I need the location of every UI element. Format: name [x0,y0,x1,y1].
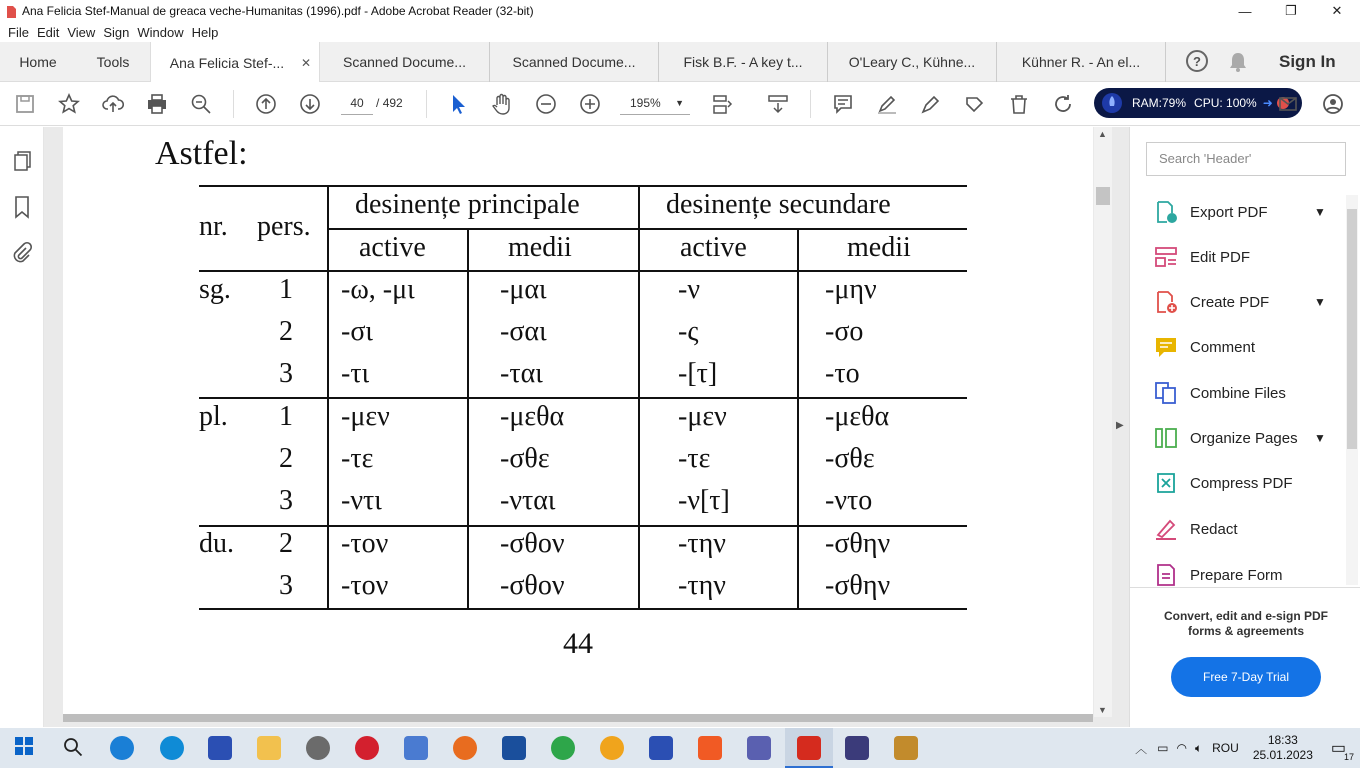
account-icon[interactable] [1321,92,1345,116]
row-pers: 1 [279,401,293,432]
draw-icon[interactable] [919,92,943,116]
tool-label: Export PDF [1190,203,1268,221]
clock-time: 18:33 [1267,733,1298,747]
organize-pages-icon [1154,426,1178,450]
edit-pdf-icon [1154,245,1178,269]
bell-icon[interactable] [1228,51,1248,78]
tool-label: Comment [1190,338,1256,356]
tab-label: Scanned Docume... [343,54,466,70]
page-count [376,91,403,115]
pane-scrollbar-thumb[interactable] [1347,209,1357,449]
edge-icon[interactable] [160,736,184,760]
header-secondary: desinențe secundare [666,189,891,220]
wifi-icon[interactable]: ◠ [1176,741,1187,755]
table-cell: -σο [825,316,864,347]
ram-cpu-widget[interactable] [1094,88,1302,118]
app-orange-icon[interactable] [600,736,624,760]
menu-help[interactable]: Help [191,24,219,40]
tool-label: Compress PDF [1190,474,1293,492]
table-cell: -την [678,570,726,601]
table-cell: -ντο [825,485,873,516]
zoom-out-icon[interactable] [534,92,558,116]
tool-label: Organize Pages [1190,429,1298,447]
volume-icon[interactable]: 🔈︎ [1194,740,1203,755]
dictionary-app-icon[interactable] [502,736,526,760]
bw-app-icon[interactable] [306,736,330,760]
table-cell: -μαι [500,274,547,305]
page-number-input[interactable]: 40 [341,91,373,115]
row-pers: 2 [279,316,293,347]
combine-files-icon [1154,381,1178,405]
horizontal-scrollbar[interactable] [63,714,1093,722]
table-cell: -σθε [825,443,875,474]
tab-label: Scanned Docume... [512,54,636,70]
title-bar [0,0,1360,22]
page-total: 492 [382,96,403,110]
menu-window[interactable]: Window [137,24,184,40]
tab-document[interactable] [828,42,997,82]
header-medii: medii [847,232,911,263]
tool-comment[interactable] [1154,329,1255,365]
table-cell: -τον [341,528,389,559]
close-window-button[interactable]: ✕ [1331,3,1343,18]
header-active: active [680,232,747,263]
tab-home-label: Home [19,54,57,70]
document-viewer [44,127,1129,727]
zoom-in-icon[interactable] [578,92,602,116]
table-cell: -μεν [678,401,727,432]
table-cell: -μην [825,274,877,305]
compress-pdf-icon [1154,471,1178,495]
language-indicator[interactable]: ROU [1212,741,1239,755]
pdf-page [63,127,1093,717]
table-cell: -σθε [500,443,550,474]
chevron-down-icon[interactable]: ▼ [1314,295,1326,309]
maximize-button[interactable]: ❐ [1285,3,1297,18]
redact-icon [1154,517,1178,541]
fit-page-icon[interactable] [710,92,734,116]
highlight-pen-icon[interactable] [875,92,899,116]
page-down-icon[interactable] [298,92,322,116]
row-pers: 1 [279,274,293,305]
table-cell: -νται [500,485,556,516]
menu-sign[interactable]: Sign [103,24,130,40]
attachment-icon[interactable] [11,241,33,268]
table-cell: -ς [678,316,699,347]
header-medii: medii [508,232,572,263]
tool-combine-files[interactable] [1154,375,1286,411]
tool-label: Combine Files [1190,384,1286,402]
save-icon[interactable] [13,92,37,116]
table-cell: -μεθα [500,401,565,432]
select-cursor-icon[interactable] [446,92,470,116]
row-nr: sg. [199,274,231,305]
app-dark-icon[interactable] [845,736,869,760]
tab-label: Fisk B.F. - A key t... [683,54,803,70]
expand-right-panel-icon[interactable]: ▶ [1116,420,1124,431]
save-app-2-icon[interactable] [649,736,673,760]
scrollbar-thumb[interactable] [1096,187,1110,205]
sign-in-button[interactable]: Sign In [1279,52,1336,71]
chevron-down-icon[interactable]: ▼ [1314,205,1326,219]
trash-icon[interactable] [1007,92,1031,116]
tab-document[interactable] [997,42,1166,82]
rocket-icon [1102,93,1122,113]
firefox-icon[interactable] [453,736,477,760]
tools-pane [1129,127,1360,727]
row-pers: 2 [279,528,293,559]
hand-tool-icon[interactable] [490,92,514,116]
windows-taskbar [0,728,1360,768]
table-cell: -σθον [500,570,565,601]
header-nr: nr. [199,211,228,242]
table-cell: -τε [678,443,711,474]
tab-bar [0,42,1360,82]
scroll-down-icon[interactable]: ▼ [1098,705,1107,715]
system-tray [1135,728,1360,768]
scroll-up-icon[interactable]: ▲ [1098,129,1107,139]
row-pers: 2 [279,443,293,474]
close-tab-icon[interactable]: ✕ [300,55,311,70]
zoom-level: 195% [630,96,661,110]
taskbar-search-icon[interactable] [62,736,86,760]
brave-icon[interactable] [698,736,722,760]
page-thumbnails-icon[interactable] [12,149,34,176]
tool-label: Edit PDF [1190,248,1251,266]
media-player-icon[interactable] [404,736,428,760]
endings-table [199,185,967,609]
tool-label: Redact [1190,520,1238,538]
tab-document[interactable] [490,42,659,82]
menu-bar [0,22,1360,42]
tool-label: Prepare Form [1190,566,1283,584]
tab-document[interactable] [320,42,490,82]
help-icon[interactable]: ? [1186,50,1208,72]
internet-explorer-icon[interactable] [110,736,134,760]
table-cell: -ντι [341,485,382,516]
row-pers: 3 [279,485,293,516]
comment-icon [1154,335,1178,359]
menu-edit[interactable]: Edit [36,24,60,40]
windows-start-icon[interactable] [14,736,38,760]
upload-cloud-icon[interactable] [101,92,125,116]
clock-date: 25.01.2023 [1252,748,1313,762]
table-cell: -την [678,528,726,559]
tab-home[interactable] [0,42,76,82]
zoom-search-icon[interactable] [189,92,213,116]
toolbar [0,82,1360,126]
row-nr: du. [199,528,234,559]
tab-tools[interactable] [76,42,150,82]
window-title: Ana Felicia Stef-Manual de greaca veche-Humanitas (1996).pdf - Adobe Acrobat Reader (32-bit) [22,4,534,18]
menu-file[interactable]: File [8,24,29,40]
table-cell: -μεθα [825,401,890,432]
header-principal: desinențe principale [355,189,580,220]
tab-tools-label: Tools [96,54,130,70]
tool-compress-pdf[interactable] [1154,465,1293,501]
page-separator: / [376,96,380,110]
notification-count: 17 [1343,752,1354,762]
tool-label: Create PDF [1190,293,1270,311]
row-pers: 3 [279,570,293,601]
zoom-select[interactable] [620,91,690,115]
table-cell: -τι [341,358,370,389]
tool-export-pdf[interactable] [1154,194,1326,230]
cpu-usage: CPU: 100% [1194,96,1257,110]
table-cell: -σθην [825,570,891,601]
show-hidden-icons[interactable]: ︿ [1135,741,1148,756]
table-cell: -ω, -μι [341,274,415,305]
notifications-icon[interactable]: ▭ 17 [1330,740,1354,762]
page-up-icon[interactable] [254,92,278,116]
save-app-icon[interactable] [208,736,232,760]
prepare-form-icon [1154,563,1178,587]
table-cell: -μεν [341,401,390,432]
table-cell: -τον [341,570,389,601]
tab-label: Kühner R. - An el... [1021,54,1141,70]
table-cell: -σθον [500,528,565,559]
free-trial-button[interactable]: Free 7-Day Trial [1171,657,1321,697]
table-cell: -σαι [500,316,547,347]
tool-organize-pages[interactable] [1154,420,1326,456]
table-cell: -τε [341,443,374,474]
page-number: 44 [563,627,593,660]
fill-sign-icon[interactable] [963,92,987,116]
table-cell: -ται [500,358,543,389]
library-app-icon[interactable] [894,736,918,760]
arrow-right-icon: ➜ [1262,96,1273,110]
tool-create-pdf[interactable] [1154,284,1326,320]
tab-label: Ana Felicia Stef-... [169,54,285,71]
search-input[interactable]: Search 'Header' [1146,142,1346,176]
table-cell: -ν[τ] [678,485,730,516]
header-pers: pers. [257,211,311,242]
tab-label: O'Leary C., Kühne... [848,54,976,70]
scroll-mode-icon[interactable] [766,92,790,116]
network-icon[interactable]: ▭ [1157,741,1169,755]
rotate-icon[interactable] [1051,92,1075,116]
acrobat-taskbar-icon[interactable] [797,736,821,760]
opera-icon[interactable] [355,736,379,760]
chevron-down-icon[interactable]: ▼ [1314,431,1326,445]
pane-scrollbar[interactable] [1346,195,1358,585]
tool-redact[interactable] [1154,511,1238,547]
comment-tool-icon[interactable] [831,92,855,116]
vertical-scrollbar[interactable] [1094,127,1112,717]
star-icon[interactable] [57,92,81,116]
row-nr: pl. [199,401,228,432]
tool-edit-pdf[interactable] [1154,239,1250,275]
doc-heading: Astfel: [155,135,248,172]
table-cell: -σι [341,316,373,347]
table-cell: -ν [678,274,700,305]
header-active: active [359,232,426,263]
file-explorer-icon[interactable] [257,736,281,760]
export-pdf-icon [1154,200,1178,224]
table-cell: -[τ] [678,358,718,389]
ram-usage: RAM:79% [1132,96,1187,110]
bookmark-icon[interactable] [12,195,32,224]
print-icon[interactable] [145,92,169,116]
minimize-button[interactable]: — [1238,3,1252,19]
create-pdf-icon [1154,290,1178,314]
tab-document[interactable] [659,42,828,82]
table-cell: -σθην [825,528,891,559]
chevron-down-icon: ▼ [675,98,684,108]
archive-app-icon[interactable] [747,736,771,760]
acrobat-icon [6,5,16,17]
menu-view[interactable]: View [67,24,96,40]
chrome-icon[interactable] [551,736,575,760]
share-email-icon[interactable] [1276,92,1300,116]
left-navigation-rail [0,127,44,727]
clock[interactable] [1253,733,1313,763]
tab-document-active[interactable] [150,42,320,83]
row-pers: 3 [279,358,293,389]
table-cell: -το [825,358,860,389]
promo-text: Convert, edit and e-sign PDF forms & agreements [1163,609,1328,638]
